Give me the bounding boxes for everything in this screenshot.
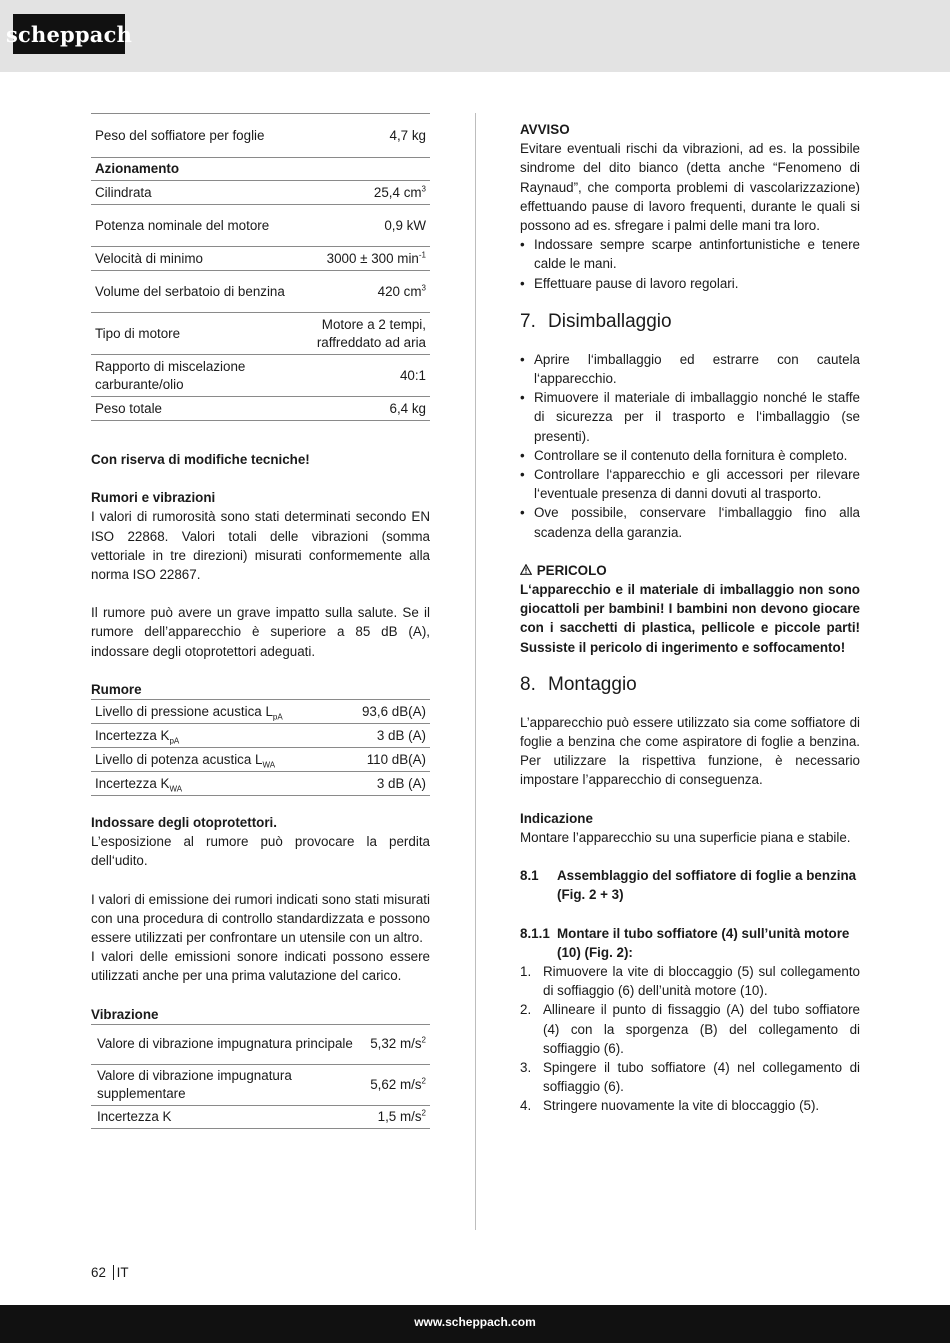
noise-health-text: Il rumore può avere un grave impatto sulla salute. Se il rumore dell’apparecchio è superiore a 85 dB (A), indossare degli otoprotettori adeguati. — [91, 605, 430, 659]
avviso-text: Evitare eventuali rischi da vibrazioni, ad es. la possibile sindrome del dito bianco (detta anche “Fenomeno di Raynaud”, che comporta problemi di vascolarizzazione) effettuando pause di lavoro frequenti, durante le quali si possono ad es. sfregare i palmi delle mani tra loro. — [520, 141, 860, 234]
warning-triangle-icon — [520, 561, 533, 580]
page-number: 62 IT — [91, 1265, 129, 1280]
noise-value: 93,6 dB(A) — [339, 700, 430, 724]
noise-value: 110 dB(A) — [339, 748, 430, 772]
table-row — [91, 114, 430, 158]
table-row — [91, 205, 430, 247]
vibration-table — [91, 1024, 430, 1129]
vibration-label: Valore di vibrazione impugnatura principale — [91, 1024, 366, 1064]
spec-table — [91, 113, 430, 421]
subsection-8-1-heading: 8.1 Assemblaggio del soffiatore di foglie a benzina (Fig. 2 + 3) — [520, 868, 857, 903]
spec-label: Peso totale — [91, 397, 297, 421]
noise-value: 3 dB (A) — [339, 724, 430, 748]
noise-vibration-text: I valori di rumorosità sono stati determinati secondo EN ISO 22868. Valori totali delle vibrazioni (somma vettoriale in tre direzioni) misurati conformemente alla norma ISO 22867. — [91, 509, 430, 583]
spec-section: Azionamento — [91, 158, 430, 181]
spec-value: 420 $cm^3$ — [297, 271, 430, 313]
spec-value: 6,4 kg — [297, 397, 430, 421]
spec-value: 40:1 — [297, 355, 430, 397]
list-item: • Indossare sempre scarpe antinfortunistiche e tenere calde le mani. — [520, 235, 860, 273]
table-row — [91, 313, 430, 355]
indicazione-text: Montare l’apparecchio su una superficie piana e stabile. — [520, 829, 851, 845]
vibration-value: 5,62 $m/s^2$ — [366, 1064, 430, 1105]
pericolo-text: L‘apparecchio e il materiale di imballaggio non sono giocattoli per bambini! I bambini non devono giocare con i sacchetti di plastica, pellicole e piccole parti! Sussiste il pericolo di ingerimento e soffocamento! — [520, 582, 860, 655]
right-column — [520, 120, 860, 1116]
footer-bar — [0, 1305, 950, 1343]
table-row — [91, 397, 430, 421]
table-row — [91, 748, 430, 772]
noise-label: Livello di pressione acustica $L_{pA}$ — [91, 700, 339, 724]
noise-value: 3 dB (A) — [339, 772, 430, 796]
pericolo-heading: PERICOLO — [520, 561, 860, 580]
table-row — [91, 700, 430, 724]
spec-value: 4,7 kg — [297, 114, 430, 158]
unpacking-list — [520, 350, 860, 542]
subsection-8-1-1-heading: 8.1.1 Montare il tubo soffiatore (4) sull’unità motore (10) (Fig. 2): — [520, 925, 850, 960]
vibration-value: 1,5 $m/s^2$ — [366, 1105, 430, 1128]
noise-label: Livello di potenza acustica $L_{WA}$ — [91, 748, 339, 772]
noise-vibration-heading: Rumori e vibrazioni — [91, 490, 216, 506]
spec-value: 25,4 $cm^3$ — [297, 181, 430, 205]
noise-table — [91, 699, 430, 796]
spec-label: Volume del serbatoio di benzina — [91, 271, 297, 313]
vibration-label: Valore di vibrazione impugnatura supplementare — [91, 1064, 366, 1105]
avviso-heading: AVVISO — [520, 122, 570, 137]
vibration-value: 5,32 $m/s^2$ — [366, 1024, 430, 1064]
table-row — [91, 355, 430, 397]
spec-value: 3000 ± 300 $\min^{-1}$ — [297, 247, 430, 271]
table-row — [91, 247, 430, 271]
column-divider — [475, 113, 476, 1230]
ear-protection-heading: Indossare degli otoprotettori. — [91, 815, 277, 831]
scheppach-logo: scheppach — [13, 14, 125, 54]
list-item: • Ove possibile, conservare l‘imballaggio fino alla scadenza della garanzia. — [520, 503, 860, 541]
montaggio-text: L’apparecchio può essere utilizzato sia come soffiatore di foglie a benzina che come aspiratore di foglie a benzina. Per utilizzare la rispettiva funzione, è necessario impostare l’apparecchio di conseguenza. — [520, 714, 860, 788]
indicazione-heading: Indicazione — [520, 810, 593, 826]
website-link[interactable]: www.scheppach.com — [414, 1315, 536, 1329]
spec-label: Tipo di motore — [91, 313, 297, 355]
spec-value: Motore a 2 tempi, raffreddato ad aria — [297, 313, 430, 355]
list-item: • Aprire l‘imballaggio ed estrarre con cautela l‘apparecchio. — [520, 350, 860, 388]
spec-value: 0,9 kW — [297, 205, 430, 247]
vibrazione-heading: Vibrazione — [91, 1006, 159, 1022]
emission-text-2: I valori delle emissioni sonore indicati possono essere utilizzati anche per una prima valutazione del carico. — [91, 949, 430, 984]
spec-label: Velocità di minimo — [91, 247, 297, 271]
spec-label: Peso del soffiatore per foglie — [91, 114, 297, 158]
spec-label: Cilindrata — [91, 181, 297, 205]
table-row — [91, 724, 430, 748]
list-item: 3. Spingere il tubo soffiatore (4) nel collegamento di soffiaggio (6). — [520, 1059, 860, 1095]
table-row — [91, 1105, 430, 1128]
table-row — [91, 1064, 430, 1105]
table-row — [91, 181, 430, 205]
assembly-steps — [520, 962, 860, 1116]
list-item: 2. Allineare il punto di fissaggio (A) del tubo soffiatore (4) con la sporgenza (B) del collegamento di soffiaggio (6). — [520, 1002, 860, 1056]
ear-protection-text: L’esposizione al rumore può provocare la perdita dell‘udito. — [91, 834, 430, 869]
avviso-list — [520, 235, 860, 293]
noise-label: Incertezza $K_{pA}$ — [91, 724, 339, 748]
emission-text-1: I valori di emissione dei rumori indicati sono stati misurati con una procedura di controllo standardizzata e possono essere utilizzati per confrontare un utensile con un altro. — [91, 891, 430, 946]
vibration-label: Incertezza K — [91, 1105, 366, 1128]
rumore-heading: Rumore — [91, 681, 142, 697]
list-item: • Controllare se il contenuto della fornitura è completo. — [520, 446, 860, 465]
list-item: 1. Rimuovere la vite di bloccaggio (5) sul collegamento di soffiaggio (6) dell’unità motore (10). — [520, 963, 860, 999]
spec-label: Rapporto di miscelazione carburante/olio — [91, 355, 297, 397]
noise-label: Incertezza $K_{WA}$ — [91, 772, 339, 796]
spec-label: Potenza nominale del motore — [91, 205, 297, 247]
list-item: • Rimuovere il materiale di imballaggio nonché le staffe di sicurezza per il trasporto e l‘imballaggio (se presenti). — [520, 388, 860, 446]
technical-changes-note: Con riserva di modifiche tecniche! — [91, 452, 310, 467]
list-item: • Controllare l‘apparecchio e gli accessori per rilevare l‘eventuale presenza di danni dovuti al trasporto. — [520, 465, 860, 503]
left-column — [91, 113, 430, 1129]
list-item: 4. Stringere nuovamente la vite di bloccaggio (5). — [520, 1098, 820, 1114]
section-8-heading: 8. Montaggio — [520, 673, 637, 695]
section-7-heading: 7. Disimballaggio — [520, 310, 672, 332]
list-item: • Effettuare pause di lavoro regolari. — [520, 274, 860, 293]
table-row — [91, 271, 430, 313]
header-bar — [0, 0, 950, 72]
table-row — [91, 1024, 430, 1064]
table-row — [91, 772, 430, 796]
table-row — [91, 158, 430, 181]
